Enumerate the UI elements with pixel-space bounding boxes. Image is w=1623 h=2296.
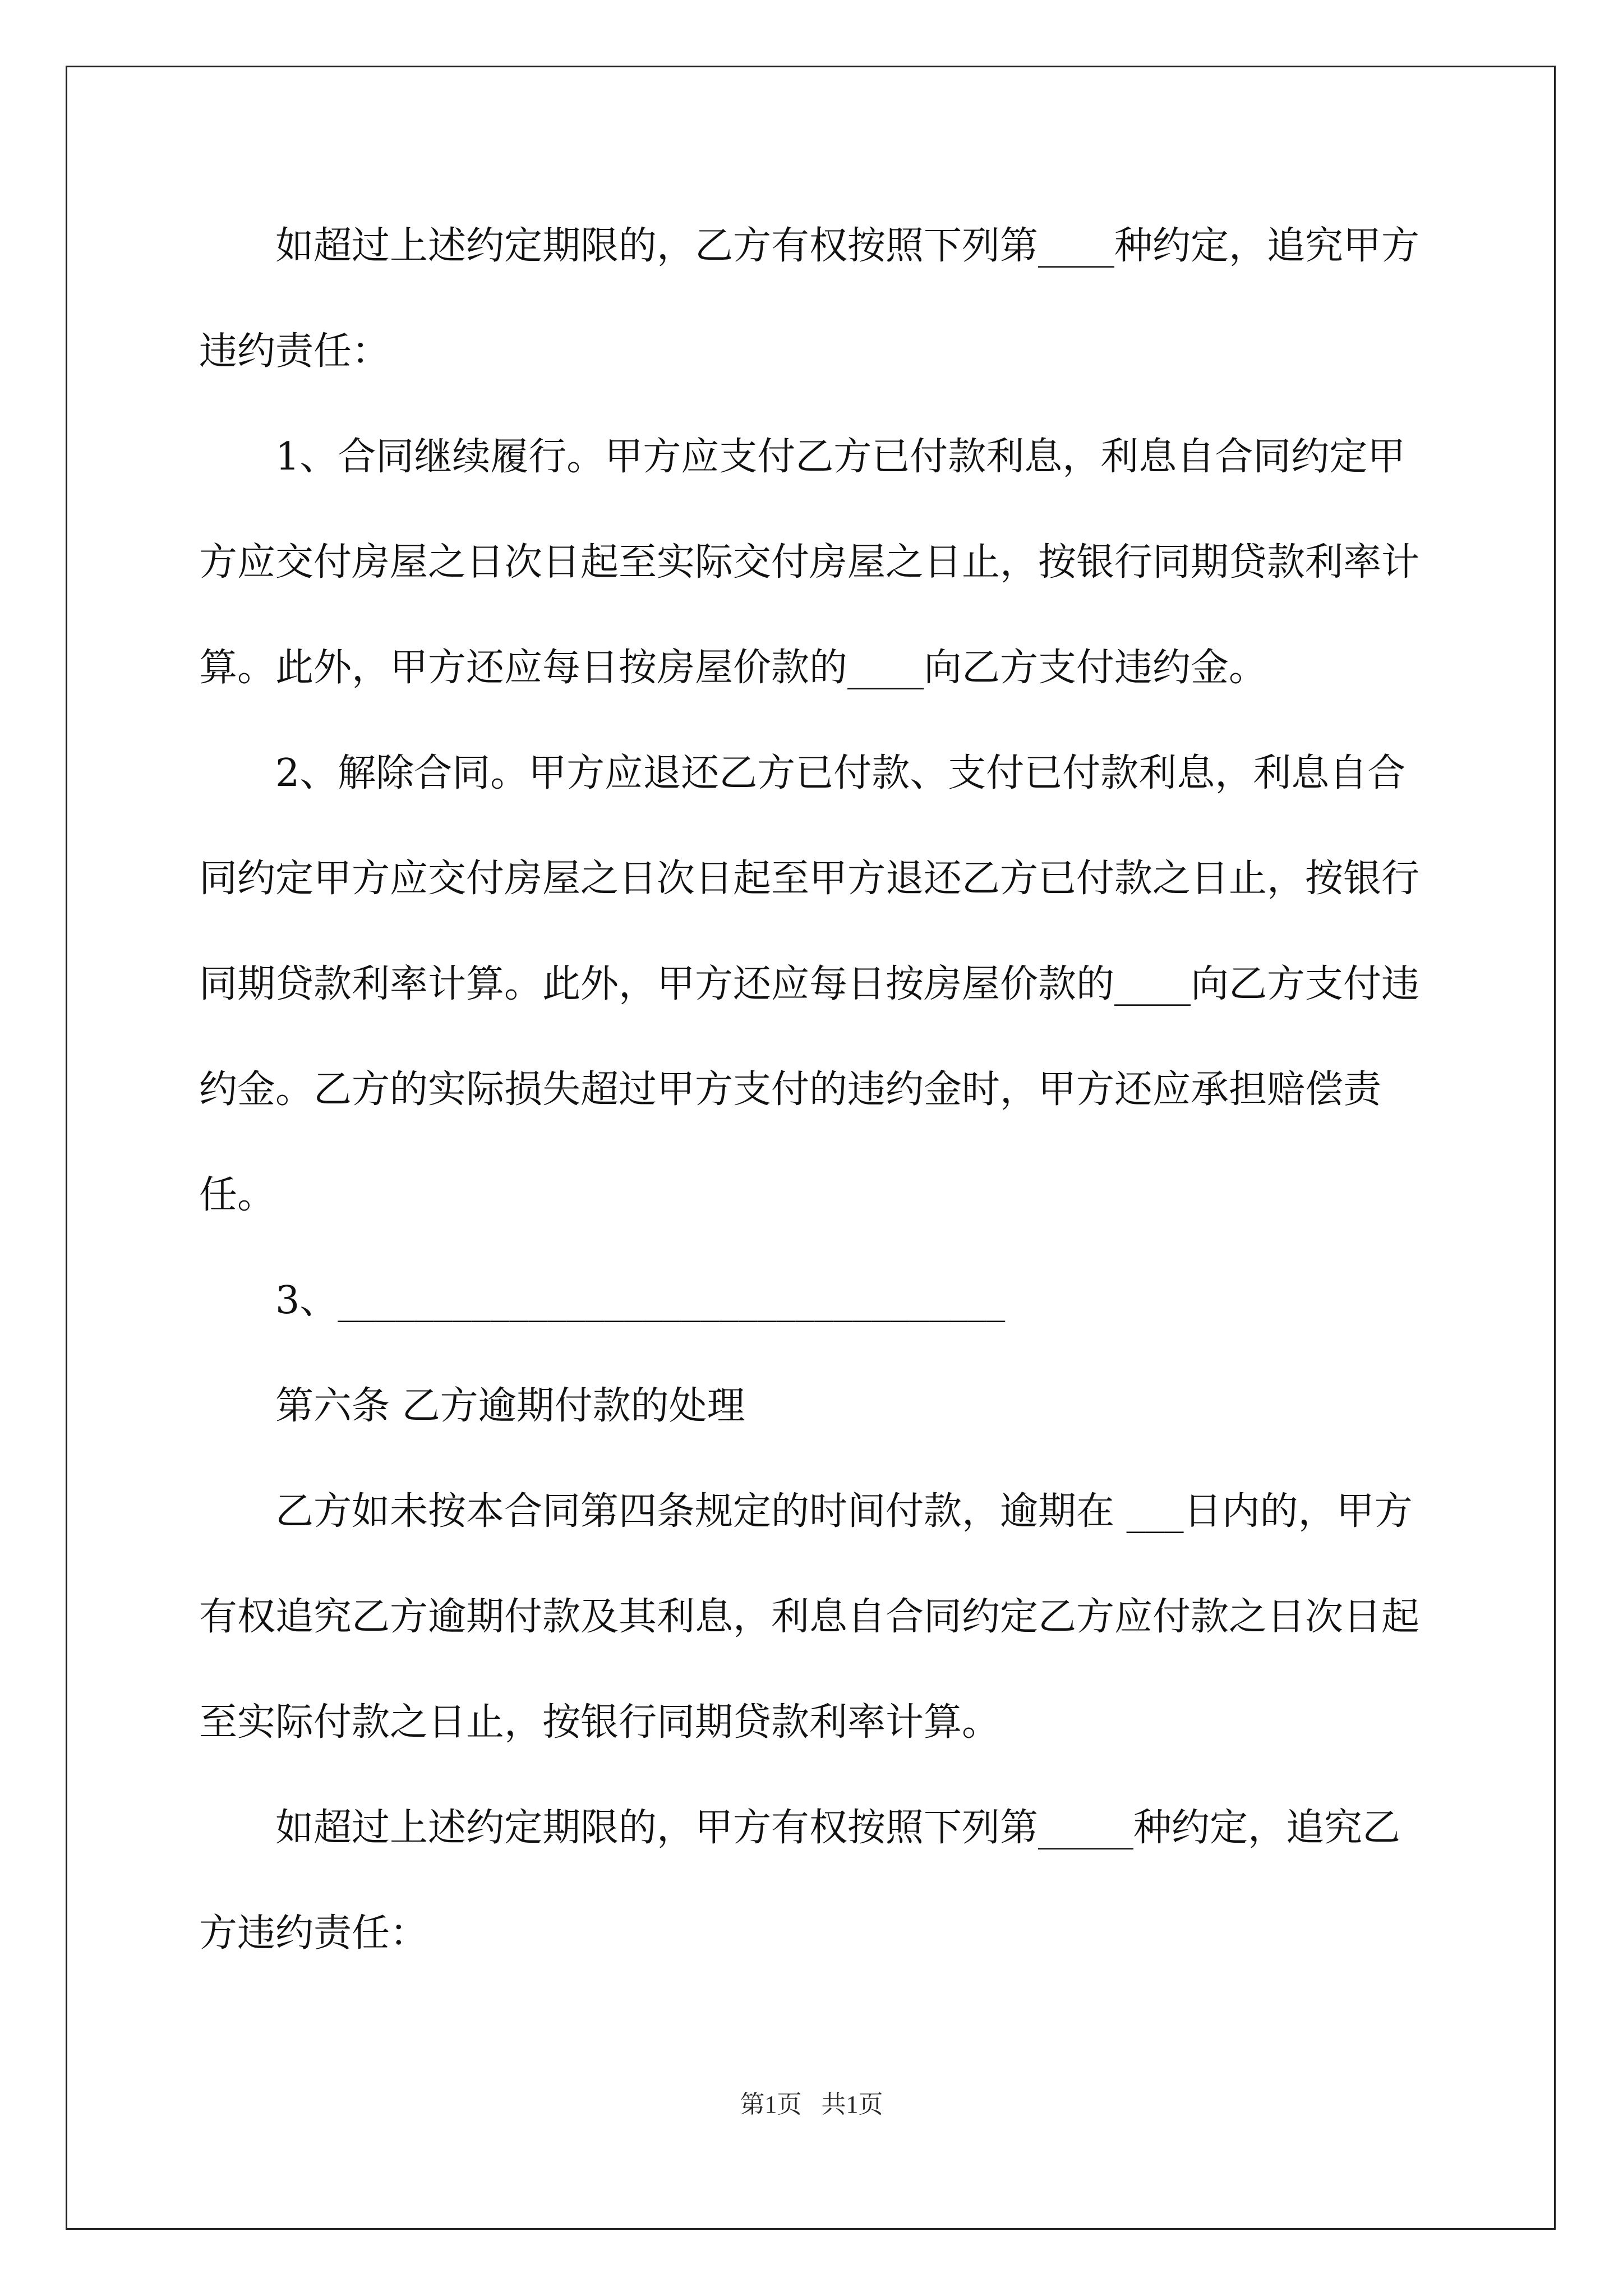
paragraph-option-three-blank: 3、___________________________________ xyxy=(275,1278,1006,1323)
page-total: 共1页 xyxy=(821,2091,883,2118)
article-six-heading: 第六条 乙方逾期付款的处理 xyxy=(275,1384,745,1428)
paragraph-late-payment: 乙方如未按本合同第四条规定的时间付款，逾期在 ___日内的，甲方有权追究乙方逾期付款及其利息，利息自合同约定乙方应付款之日次日起至实际付款之日止，按银行同期贷款利率计算。 xyxy=(199,1489,1420,1745)
paragraph-continue-contract: 1、合同继续履行。甲方应支付乙方已付款利息，利息自合同约定甲方应交付房屋之日次日起至实际交付房屋之日止，按银行同期贷款利率计算。此外，甲方还应每日按房屋价款的____向乙方支付违约金。 xyxy=(199,435,1420,690)
document-body xyxy=(199,194,1427,1986)
page-number: 第1页 xyxy=(740,2091,802,2118)
page-footer xyxy=(0,2088,1623,2122)
paragraph-penalty-options-intro: 如超过上述约定期限的，乙方有权按照下列第____种约定，追究甲方违约责任： xyxy=(199,224,1420,374)
paragraph-terminate-contract: 2、解除合同。甲方应退还乙方已付款、支付已付款利息，利息自合同约定甲方应交付房屋之日次日起至甲方退还乙方已付款之日止，按银行同期贷款利率计算。此外，甲方还应每日按房屋价款的____向乙方支付违约金。乙方的实际损失超过甲方支付的违约金时，甲方还应承担赔偿责任。 xyxy=(199,751,1420,1217)
paragraph-buyer-penalty-intro: 如超过上述约定期限的，甲方有权按照下列第_____种约定，追究乙方违约责任： xyxy=(199,1806,1401,1955)
